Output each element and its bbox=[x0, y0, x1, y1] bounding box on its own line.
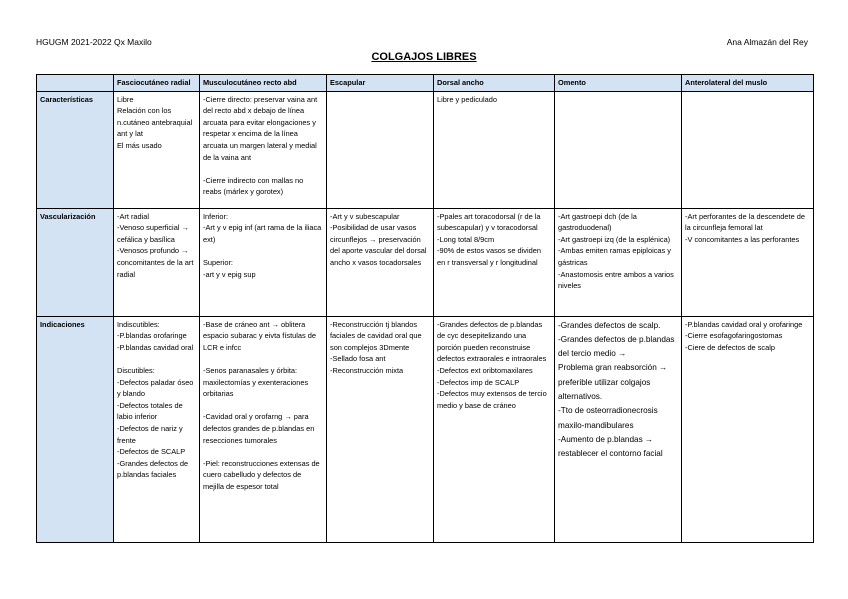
cell-text: -Art y v subescapular bbox=[330, 211, 400, 221]
table-header-row bbox=[37, 75, 814, 92]
cell-text: Discutibles: bbox=[117, 365, 155, 375]
cell-text: -Art perforantes de la descendete de la circunfleja femoral lat bbox=[685, 211, 805, 233]
cell-text: -Grandes defectos de p.blandas faciales bbox=[117, 458, 189, 480]
cell-text: -Aumento de p.blandas → restablecer el contorno facial bbox=[558, 434, 663, 459]
table-row bbox=[37, 208, 814, 316]
table-cell bbox=[114, 208, 200, 316]
header-author: Ana Almazán del Rey bbox=[726, 37, 808, 47]
table-cell bbox=[200, 316, 327, 542]
cell-text: -Reconstrucción tj blandos faciales de cavidad oral que son complejos 3Dmente bbox=[330, 319, 422, 352]
cell-text: -Grandes defectos de p.blandas del tercio medio → bbox=[558, 334, 675, 359]
column-header bbox=[37, 75, 114, 92]
cell-text: Indiscutibles: bbox=[117, 319, 160, 329]
cell-text: -Defectos ext oribtomaxilares bbox=[437, 365, 533, 375]
table-cell bbox=[555, 208, 682, 316]
cell-text: -P.blandas orofaringe bbox=[117, 331, 187, 341]
cell-text: -Venoso superficial → cefálica y basílica bbox=[117, 223, 189, 244]
cell-text: -art y v epig sup bbox=[203, 269, 256, 279]
cell-text: -90% de estos vasos se dividen en r transversal y r longitudinal bbox=[437, 246, 541, 267]
table-row bbox=[37, 316, 814, 542]
column-header: Anterolateral del muslo bbox=[682, 75, 814, 92]
cell-text: Libre y pediculado bbox=[437, 94, 497, 104]
cell-text: -Posibilidad de usar vasos circunflejos → preservación del aporte vascular del dorsal ancho x vasos tocadorsales bbox=[330, 223, 427, 267]
cell-text: -Long total 8/9cm bbox=[437, 234, 495, 244]
table-cell bbox=[200, 208, 327, 316]
row-header: Vascularización bbox=[37, 208, 114, 316]
cell-text: Inferior: bbox=[203, 211, 229, 221]
cell-text: Libre bbox=[117, 94, 134, 104]
blank-line bbox=[117, 353, 196, 365]
cell-text: -Sellado fosa ant bbox=[330, 354, 386, 364]
table-cell bbox=[114, 91, 200, 208]
cell-text: -Ppales art toracodorsal (r de la subescapular) y v toracodorsal bbox=[437, 211, 541, 233]
cell-text: -Defectos muy extensos de tercio medio y base de cráneo bbox=[437, 389, 547, 410]
cell-text: -Art y v epig inf (art rama de la iliaca ext) bbox=[203, 223, 322, 244]
blank-line bbox=[203, 446, 323, 458]
blank-line bbox=[203, 400, 323, 412]
blank-line bbox=[203, 353, 323, 365]
blank-line bbox=[203, 245, 323, 257]
cell-text: -Reconstrucción mixta bbox=[330, 365, 404, 375]
column-header: Escapular bbox=[327, 75, 434, 92]
table-row bbox=[37, 91, 814, 208]
table-cell bbox=[682, 91, 814, 208]
cell-text: El más usado bbox=[117, 140, 162, 150]
cell-text: -Grandes defectos de scalp. bbox=[558, 320, 661, 330]
cell-text: -Defectos totales de labio inferior bbox=[117, 400, 183, 422]
row-header: Características bbox=[37, 91, 114, 208]
table-cell bbox=[555, 316, 682, 542]
cell-text: -Cavidad oral y orofarng → para defectos grandes de p.blandas en resecciones tumorales bbox=[203, 412, 315, 445]
cell-text: -Piel: reconstrucciones extensas de cuero cabelludo y defectos de mejilla de espesor total bbox=[203, 458, 320, 491]
cell-text: -Venosos profundo → concomitantes de la art radial bbox=[117, 246, 194, 279]
cell-text: -Anastomosis entre ambos a varios niveles bbox=[558, 269, 674, 291]
blank-line bbox=[203, 163, 323, 175]
cell-text: -Senos paranasales y órbita: maxilectomías y exenteraciones orbitarias bbox=[203, 365, 309, 399]
column-header: Musculocutáneo recto abd bbox=[200, 75, 327, 92]
table-cell bbox=[114, 316, 200, 542]
cell-text: Problema gran reabsorción → preferible utilizar colgajos alternativos. bbox=[558, 363, 668, 402]
cell-text: -Base de cráneo ant → oblitera espacio subarac y eivta fístulas de LCR e infcc bbox=[203, 319, 316, 352]
cell-text: Relación con los n.cutáneo antebraquial ant y lat bbox=[117, 106, 193, 139]
cell-text: -Cierre indirecto con mallas no reabs (márlex y gorotex) bbox=[203, 175, 304, 197]
table-cell bbox=[434, 316, 555, 542]
cell-text: -Art gastroepi dch (de la gastroduodenal) bbox=[558, 211, 637, 233]
cell-text: -Art radial bbox=[117, 211, 150, 221]
table-cell bbox=[327, 91, 434, 208]
table-cell bbox=[434, 91, 555, 208]
header-left-text: HGUGM 2021-2022 Qx Maxilo bbox=[36, 37, 152, 47]
cell-text: -Art gastroepi izq (de la esplénica) bbox=[558, 234, 671, 244]
cell-text: -Defectos de nariz y frente bbox=[117, 423, 183, 445]
column-header: Omento bbox=[555, 75, 682, 92]
column-header: Dorsal ancho bbox=[434, 75, 555, 92]
document-title: COLGAJOS LIBRES bbox=[371, 51, 477, 63]
table-cell bbox=[555, 91, 682, 208]
cell-text: -V concomitantes a las perforantes bbox=[685, 234, 800, 244]
cell-text: -Cierre esofagofaringostomas bbox=[685, 331, 783, 341]
cell-text: -P.blandas cavidad oral bbox=[117, 342, 194, 352]
cell-text: -Defectos de SCALP bbox=[117, 447, 186, 457]
cell-text: Superior: bbox=[203, 257, 233, 267]
cell-text: -Ciere de defectos de scalp bbox=[685, 342, 775, 352]
cell-text: -Defectos paladar óseo y blando bbox=[117, 377, 194, 399]
table-cell bbox=[327, 316, 434, 542]
flaps-table bbox=[36, 74, 814, 543]
table-cell bbox=[682, 316, 814, 542]
cell-text: -Grandes defectos de p.blandas de cyc desepitelizando una porción pueden reconstruise defectos extraorales e intraorales bbox=[437, 319, 547, 364]
column-header: Fasciocutáneo radial bbox=[114, 75, 200, 92]
row-header: Indicaciones bbox=[37, 316, 114, 542]
cell-text: -Tto de osteorradionecrosis maxilo-mandibulares bbox=[558, 406, 658, 430]
table-cell bbox=[327, 208, 434, 316]
cell-text: -Cierre directo: preservar vaina ant del recto abd x debajo de línea arcuata para evitar elongaciones y respetar x encima de la línea arcuata un margen lateral y medial de la vaina ant bbox=[203, 94, 318, 162]
table-cell bbox=[434, 208, 555, 316]
table-cell bbox=[682, 208, 814, 316]
cell-text: -Ambas emiten ramas epiploicas y gástricas bbox=[558, 246, 671, 267]
table-cell bbox=[200, 91, 327, 208]
cell-text: -Defectos imp de SCALP bbox=[437, 377, 520, 387]
cell-text: -P.blandas cavidad oral y orofaringe bbox=[685, 319, 803, 329]
